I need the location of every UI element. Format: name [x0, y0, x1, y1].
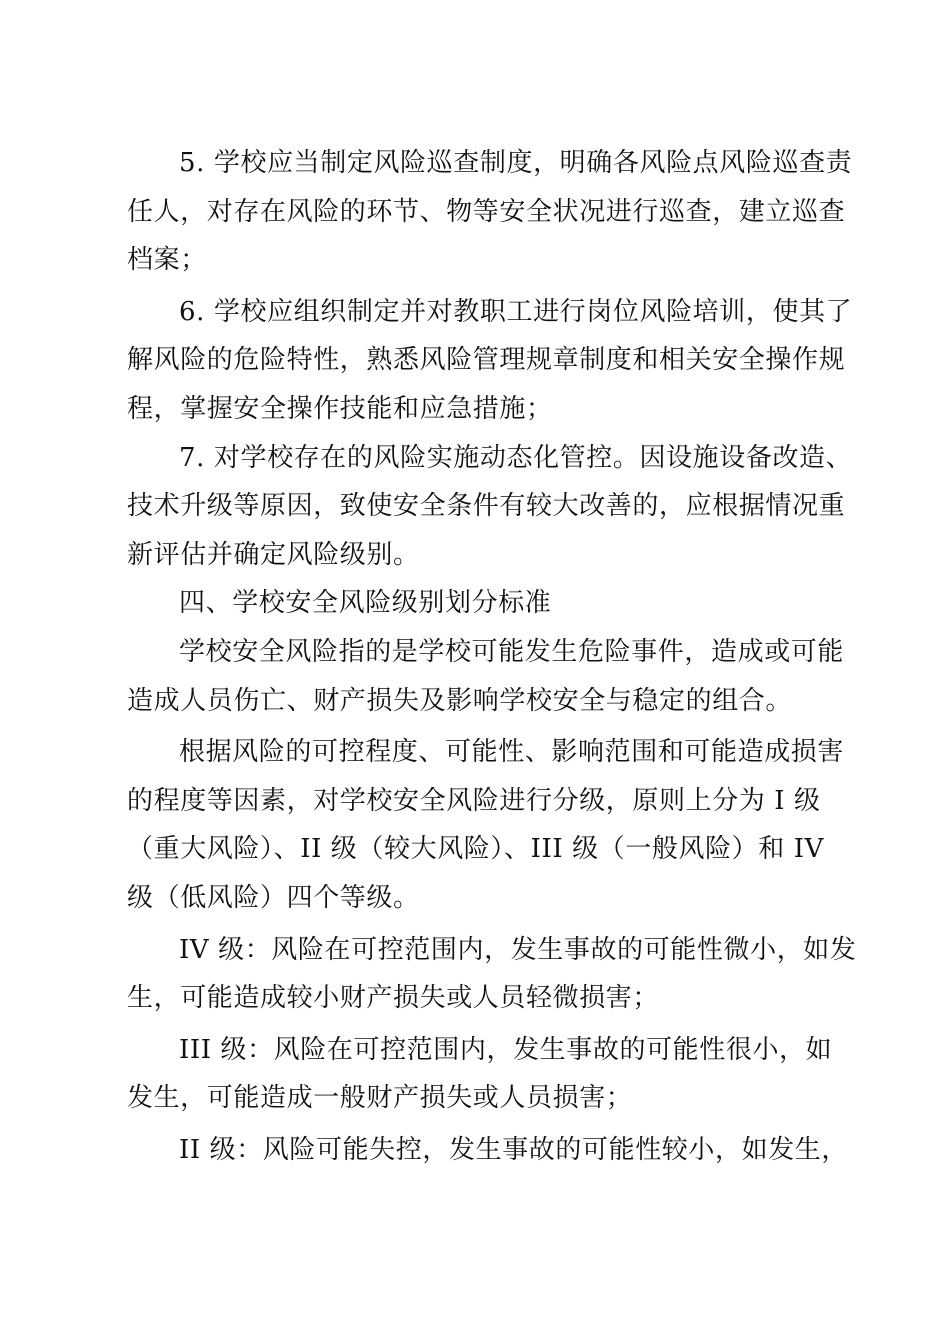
item-7-line-3: 新评估并确定风险级别。 — [127, 539, 420, 570]
level-iv-line-2: 生，可能造成较小财产损失或人员轻微损害； — [127, 983, 660, 1014]
level-iv-line-1: IV 级：风险在可控范围内，发生事故的可能性微小，如发 — [179, 934, 857, 965]
level-iii-line-2: 发生，可能造成一般财产损失或人员损害； — [127, 1083, 633, 1114]
classification-line-2: 的程度等因素，对学校安全风险进行分级，原则上分为 I 级 — [127, 785, 821, 816]
level-ii-line-1: II 级：风险可能失控，发生事故的可能性较小，如发生， — [179, 1134, 849, 1165]
item-6-line-3: 程，掌握安全操作技能和应急措施； — [127, 393, 553, 424]
item-7-line-1: 7. 对学校存在的风险实施动态化管控。因设施设备改造、 — [179, 442, 853, 473]
item-5-line-2: 任人，对存在风险的环节、物等安全状况进行巡查，建立巡查 — [127, 196, 846, 227]
item-6-line-1: 6. 学校应组织制定并对教职工进行岗位风险培训，使其了 — [179, 296, 853, 327]
item-7-line-2: 技术升级等原因，致使安全条件有较大改善的，应根据情况重 — [127, 491, 846, 522]
classification-line-4: 级（低风险）四个等级。 — [127, 882, 420, 913]
item-5-line-3: 档案； — [127, 245, 207, 276]
classification-line-3: （重大风险）、II 级（较大风险）、III 级（一般风险）和 IV — [127, 834, 824, 865]
section-heading: 四、学校安全风险级别划分标准 — [179, 588, 552, 619]
definition-line-1: 学校安全风险指的是学校可能发生危险事件，造成或可能 — [179, 636, 845, 667]
item-5-line-1: 5. 学校应当制定风险巡查制度，明确各风险点风险巡查责 — [179, 148, 853, 178]
document-page — [127, 139, 857, 1174]
item-6-line-2: 解风险的危险特性，熟悉风险管理规章制度和相关安全操作规 — [127, 345, 846, 376]
level-iii-line-1: III 级：风险在可控范围内，发生事故的可能性很小，如 — [179, 1034, 833, 1065]
definition-line-2: 造成人员伤亡、财产损失及影响学校安全与稳定的组合。 — [127, 685, 793, 716]
classification-line-1: 根据风险的可控程度、可能性、影响范围和可能造成损害 — [179, 737, 845, 768]
